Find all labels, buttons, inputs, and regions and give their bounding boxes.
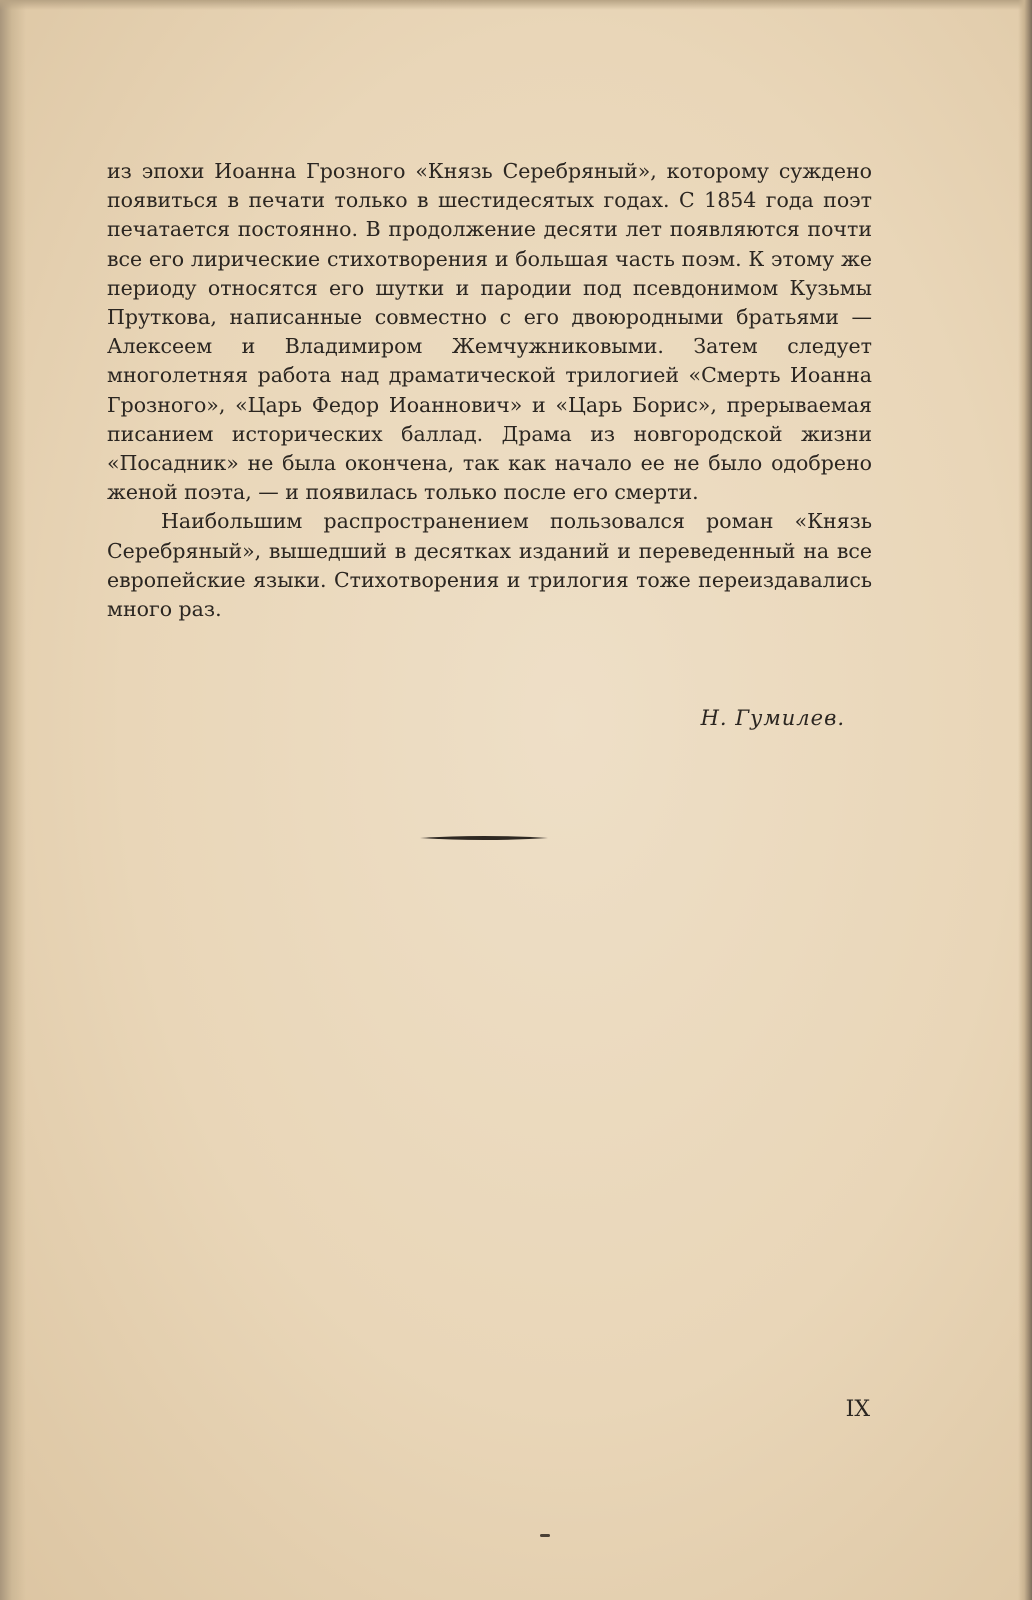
paper-speck [540, 1534, 550, 1537]
paragraph-2: Наибольшим распространением пользовался роман «Князь Серебряный», вышедший в десятках изданий и переведенный на все европейские языки. Стихотворения и трилогия тоже переиздавались много раз. [107, 509, 872, 622]
divider-ornament [420, 834, 548, 842]
top-edge-shadow [0, 0, 1032, 10]
right-edge-shadow [1018, 0, 1032, 1600]
author-signature: Н. Гумилев. [700, 706, 845, 730]
page-number: IX [845, 1397, 870, 1422]
spine-shadow [0, 0, 26, 1600]
paragraph-1: из эпохи Иоанна Грозного «Князь Серебряный», которому суждено появиться в печати только в шестидесятых годах. С 1854 года поэт печатается постоянно. В продолжение десяти лет появляются почти все его лирические стихотворения и большая часть поэм. К этому же периоду относятся его шутки и пародии под псевдонимом Кузьмы Пруткова, написанные совместно с его двоюродными братьями — Алексеем и Владимиром Жемчужниковыми. Затем следует многолетняя работа над драматической трилогией «Смерть Иоанна Грозного», «Царь Федор Иоаннович» и «Царь Борис», прерываемая писанием исторических баллад. Драма из новгородской жизни «Посадник» не была окончена, так как начало ее не было одобрено женой поэта, — и появилась только после его смерти. [107, 159, 872, 505]
body-text [107, 157, 872, 624]
